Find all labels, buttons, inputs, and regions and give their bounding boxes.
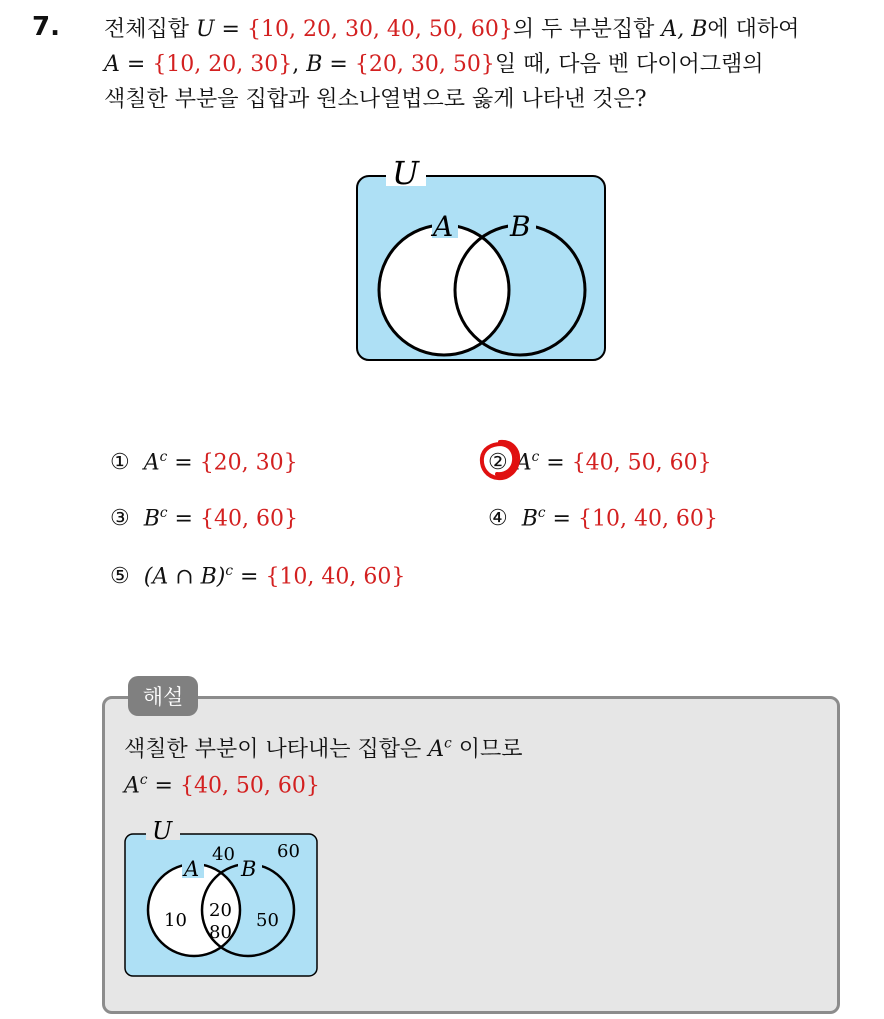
choice-set: {40, 60} bbox=[199, 506, 298, 532]
text: 색칠한 부분이 나타내는 집합은 bbox=[124, 737, 429, 762]
only-b-value: 50 bbox=[256, 910, 279, 931]
question-line-2 bbox=[104, 47, 874, 82]
text: = bbox=[167, 506, 200, 532]
only-a-value: 10 bbox=[164, 910, 187, 931]
choice-number: ③ bbox=[110, 506, 130, 532]
set-b-label: B bbox=[510, 210, 531, 243]
solution-tag: 해설 bbox=[128, 676, 198, 716]
text: 에 대하여 bbox=[707, 17, 800, 42]
math-a: A bbox=[124, 773, 140, 799]
complement-sup: c bbox=[159, 449, 168, 465]
complement-sup: c bbox=[139, 772, 148, 788]
choice-5[interactable] bbox=[110, 563, 405, 589]
choice-lhs: B bbox=[521, 506, 538, 532]
choice-set: {10, 40, 60} bbox=[577, 506, 718, 532]
outside-value-40: 40 bbox=[212, 844, 235, 865]
intersection-value-top: 20 bbox=[209, 900, 232, 921]
choice-number: ④ bbox=[488, 506, 508, 532]
math-ab: A, B bbox=[661, 17, 708, 42]
set-a-label: A bbox=[184, 857, 200, 881]
choice-lhs: A bbox=[143, 450, 160, 476]
universe-label: U bbox=[152, 817, 173, 845]
choice-lhs: B bbox=[143, 506, 160, 532]
intersection-value-bottom: 80 bbox=[209, 922, 232, 943]
solution-set: {40, 50, 60} bbox=[179, 773, 320, 799]
set-a-label: A bbox=[433, 210, 454, 243]
outside-value-60: 60 bbox=[277, 841, 300, 862]
text: = bbox=[539, 450, 572, 476]
text: = bbox=[119, 52, 153, 77]
solution-line-2 bbox=[124, 772, 320, 798]
choice-set: {10, 40, 60} bbox=[265, 564, 406, 590]
set-a-elements: {10, 20, 30} bbox=[152, 52, 293, 77]
text: = bbox=[214, 17, 247, 42]
complement-sup: c bbox=[537, 505, 546, 521]
choice-3[interactable] bbox=[110, 505, 298, 531]
choice-number: ① bbox=[110, 450, 130, 476]
question-line-1 bbox=[104, 12, 874, 47]
text: = bbox=[322, 52, 355, 77]
math-a: A bbox=[104, 52, 120, 77]
complement-sup: c bbox=[444, 735, 452, 752]
venn-diagram bbox=[350, 150, 615, 370]
choice-1[interactable] bbox=[110, 449, 298, 475]
text: , bbox=[292, 52, 307, 77]
universe-label: U bbox=[392, 154, 419, 192]
complement-sup: c bbox=[225, 563, 234, 579]
choice-lhs: A bbox=[515, 450, 532, 476]
answer-circle-mark bbox=[477, 437, 523, 483]
set-b-label: B bbox=[241, 857, 257, 881]
question-line-3: 색칠한 부분을 집합과 원소나열법으로 옳게 나타낸 것은? bbox=[104, 87, 647, 112]
set-u-elements: {10, 20, 30, 40, 50, 60} bbox=[246, 17, 513, 42]
text: = bbox=[233, 564, 266, 590]
choice-number: ② bbox=[488, 450, 508, 476]
question-number: 7. bbox=[32, 12, 60, 42]
text: = bbox=[545, 506, 578, 532]
solution-line-1 bbox=[124, 732, 523, 763]
text: = bbox=[167, 450, 200, 476]
question-text bbox=[104, 12, 874, 117]
set-b-elements: {20, 30, 50} bbox=[354, 52, 495, 77]
solution-venn-diagram bbox=[120, 812, 325, 982]
text: = bbox=[147, 773, 180, 799]
choice-set: {40, 50, 60} bbox=[571, 450, 712, 476]
choice-lhs: (A ∩ B) bbox=[143, 564, 226, 590]
choice-number: ⑤ bbox=[110, 564, 130, 590]
math-a: A bbox=[428, 737, 445, 762]
choice-4[interactable] bbox=[488, 505, 718, 531]
choice-set: {20, 30} bbox=[199, 450, 298, 476]
math-u: U bbox=[196, 17, 215, 42]
text: 의 두 부분집합 bbox=[512, 17, 662, 42]
text: 일 때, 다음 벤 다이어그램의 bbox=[494, 52, 764, 77]
text: 이므로 bbox=[451, 737, 523, 762]
text: 전체집합 bbox=[104, 17, 197, 42]
complement-sup: c bbox=[159, 505, 168, 521]
math-b: B bbox=[306, 52, 323, 77]
complement-sup: c bbox=[531, 449, 540, 465]
